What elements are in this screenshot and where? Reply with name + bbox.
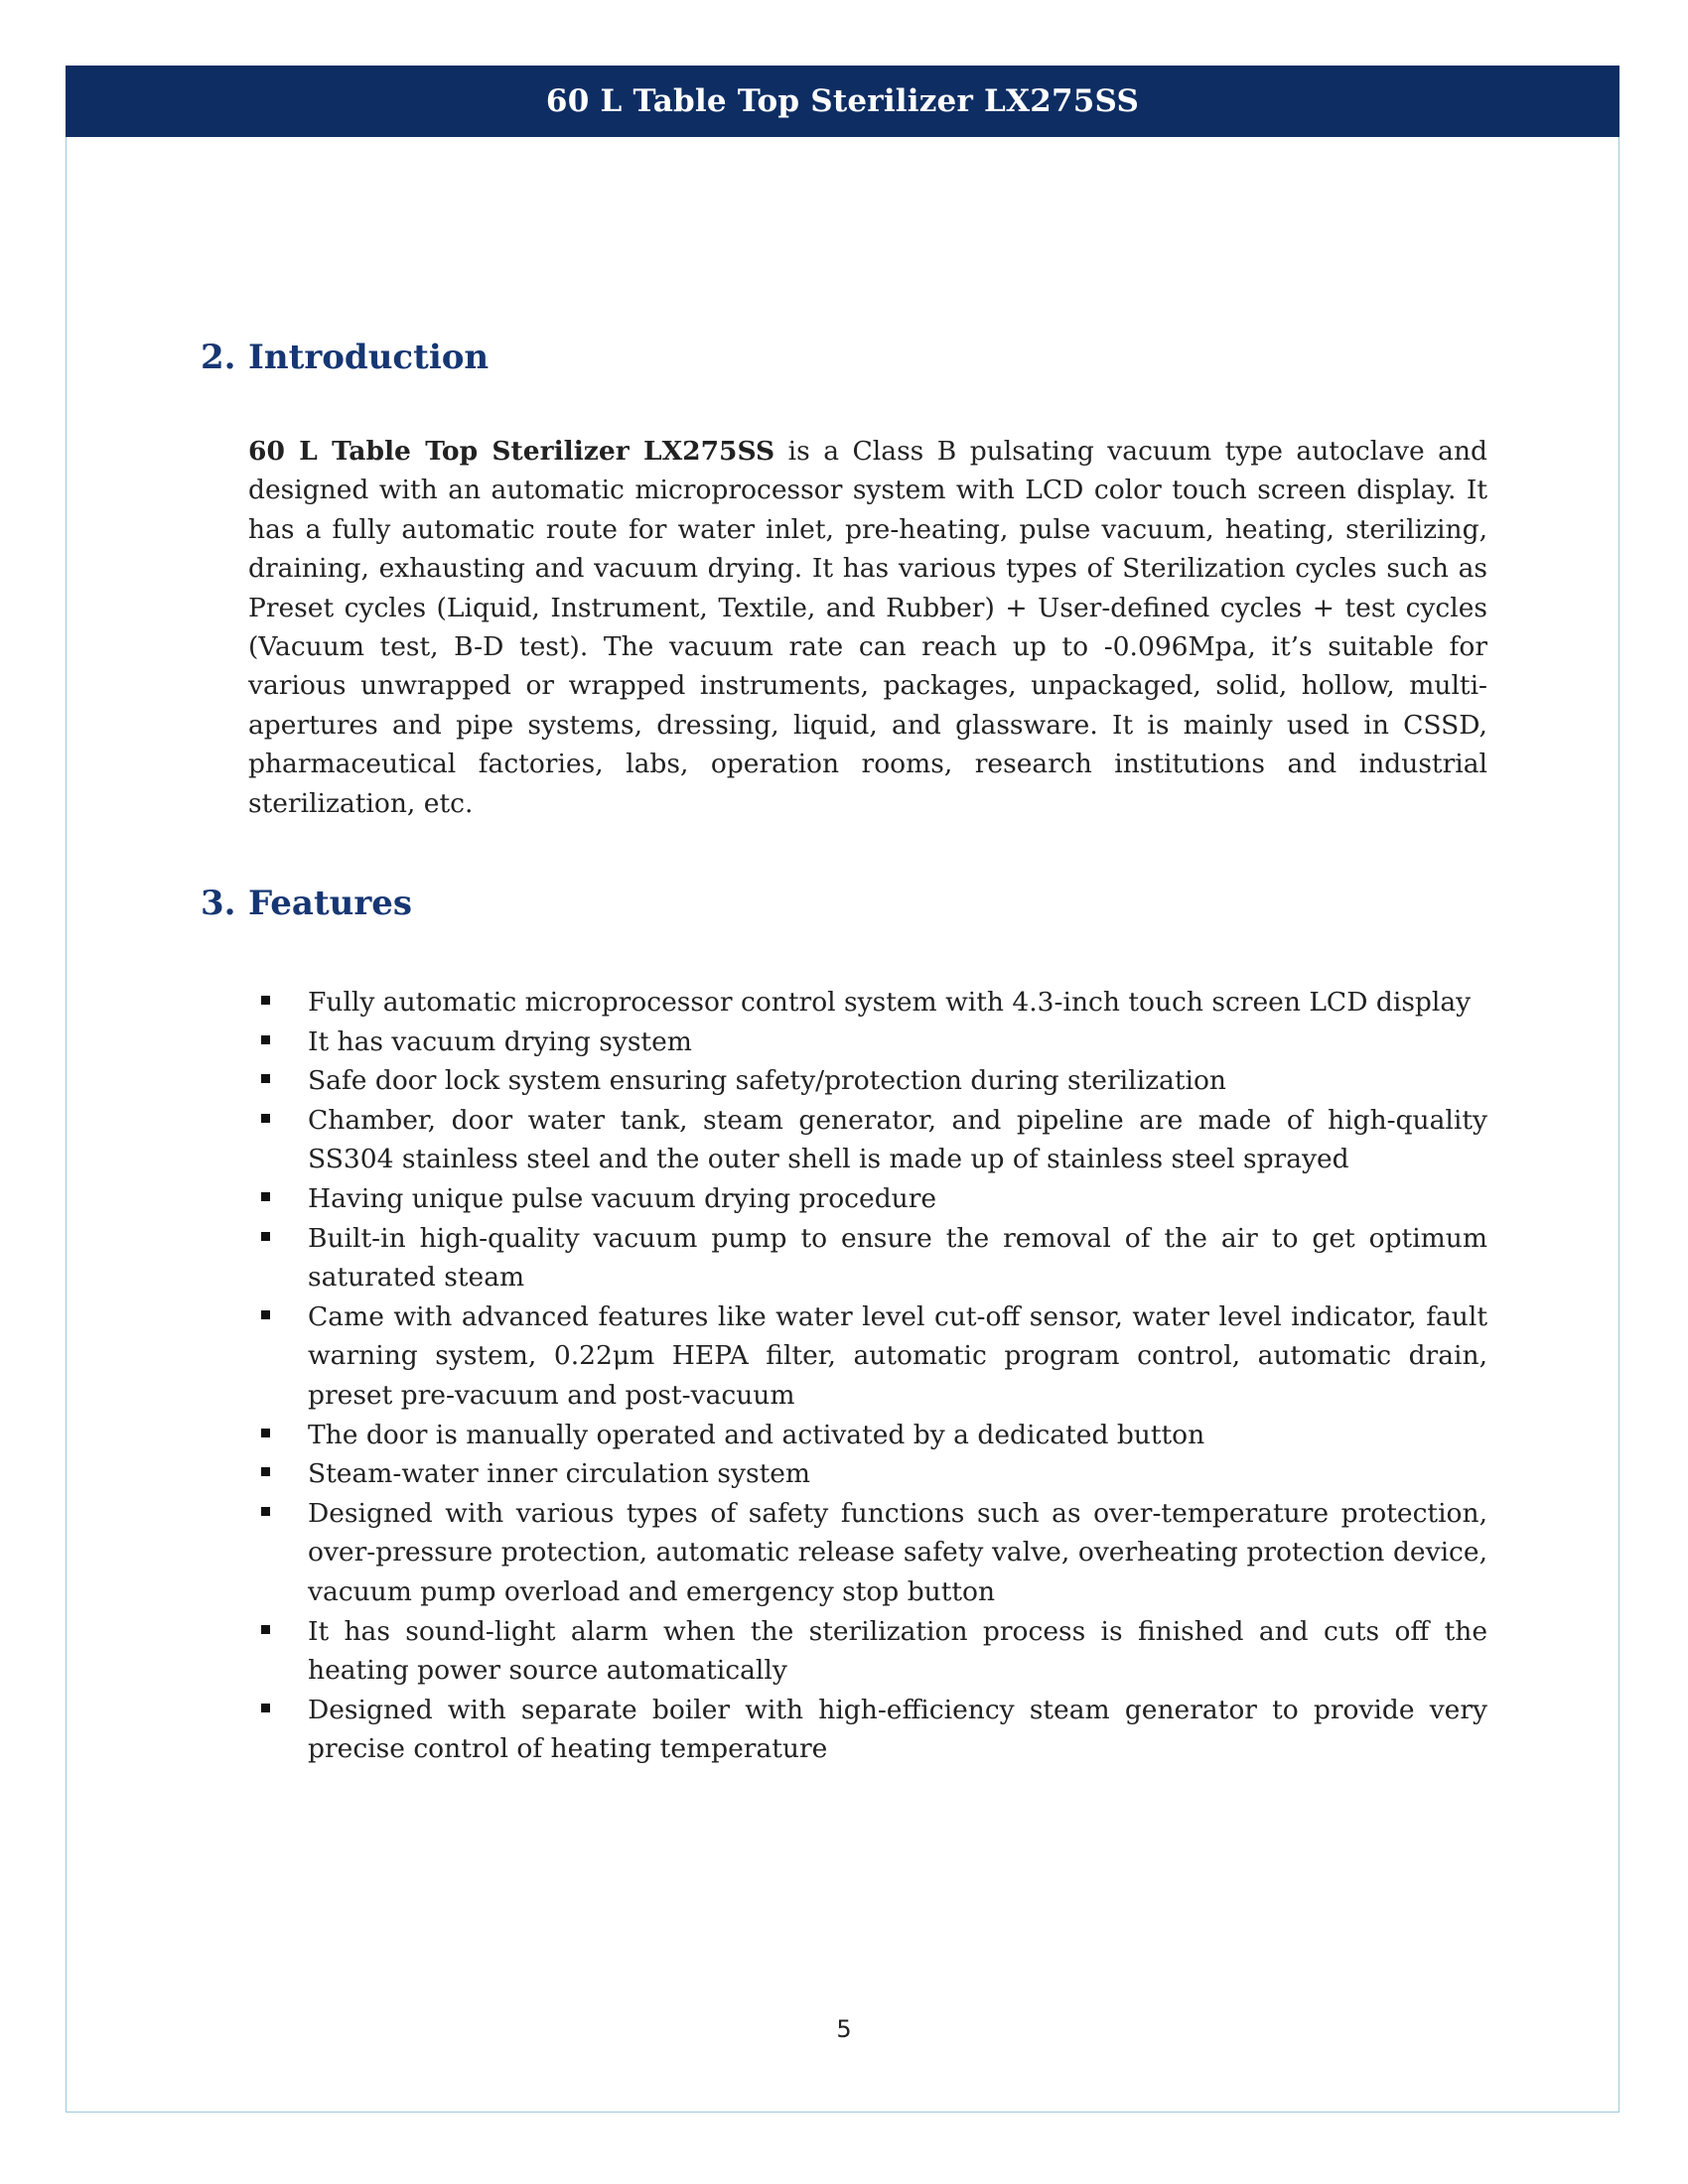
header-band <box>66 66 1619 137</box>
feature-text: Designed with various types of safety functions such as over-temperature protection, over-pressure protection, automatic release safety valve, overheating protection device, vacuum pump overload and emergency stop button <box>308 1497 1487 1607</box>
bullet-icon <box>261 1429 270 1437</box>
feature-text: Fully automatic microprocessor control system with 4.3-inch touch screen LCD display <box>308 987 1472 1018</box>
features-heading <box>201 884 412 923</box>
feature-item <box>248 1416 1487 1455</box>
bullet-icon <box>261 1074 270 1083</box>
features-title: Features <box>248 884 413 923</box>
feature-text: Built-in high-quality vacuum pump to ensure the removal of the air to get optimum saturated steam <box>308 1222 1487 1294</box>
features-number: 3. <box>201 884 236 923</box>
feature-item <box>248 1612 1487 1691</box>
feature-item <box>248 1101 1487 1179</box>
feature-text: It has vacuum drying system <box>308 1025 692 1057</box>
feature-item <box>248 1023 1487 1062</box>
page-number: 5 <box>836 2015 852 2043</box>
introduction-body: is a Class B pulsating vacuum type autoclave and designed with an automatic microprocessor system with LCD color touch screen display. It has a fully automatic route for water inlet, pre-heating, pulse vacuum, heating, sterilizing, draining, exhausting and vacuum drying. It has various types of Sterilization cycles such as Preset cycles (Liquid, Instrument, Textile, and Rubber) + User-defined cycles + test cycles (Vacuum test, B-D test). The vacuum rate can reach up to -0.096Mpa, it’s suitable for various unwrapped or wrapped instruments, packages, unpackaged, solid, hollow, multi-apertures and pipe systems, dressing, liquid, and glassware. It is mainly used in CSSD, pharmaceutical factories, labs, operation rooms, research institutions and industrial sterilization, etc. <box>248 436 1487 819</box>
features-list <box>248 983 1487 1769</box>
feature-text: It has sound-light alarm when the sterilization process is finished and cuts off the heating power source automatically <box>308 1615 1487 1687</box>
introduction-paragraph <box>248 432 1487 823</box>
product-name: 60 L Table Top Sterilizer LX275SS <box>248 436 775 467</box>
feature-text: Chamber, door water tank, steam generator, and pipeline are made of high-quality SS304 stainless steel and the outer shell is made up of stainless steel sprayed <box>308 1104 1487 1175</box>
bullet-icon <box>261 1467 270 1476</box>
bullet-icon <box>261 1035 270 1044</box>
feature-text: Designed with separate boiler with high-efficiency steam generator to provide very precise control of heating temperature <box>308 1694 1487 1765</box>
introduction-title: Introduction <box>248 338 490 377</box>
feature-item <box>248 983 1487 1023</box>
bullet-icon <box>261 1704 270 1712</box>
feature-text: Came with advanced features like water level cut-off sensor, water level indicator, fault warning system, 0.22μm HEPA filter, automatic program control, automatic drain, preset pre-vacuum and post-vacuum <box>308 1300 1487 1411</box>
bullet-icon <box>261 1310 270 1319</box>
bullet-icon <box>261 1232 270 1241</box>
feature-text: Steam-water inner circulation system <box>308 1458 811 1490</box>
introduction-heading <box>201 338 489 377</box>
bullet-icon <box>261 1192 270 1201</box>
document-title: 60 L Table Top Sterilizer LX275SS <box>545 83 1140 119</box>
introduction-number: 2. <box>201 338 236 377</box>
feature-item <box>248 1454 1487 1494</box>
feature-item <box>248 1179 1487 1219</box>
feature-item <box>248 1061 1487 1101</box>
feature-item <box>248 1297 1487 1416</box>
feature-item <box>248 1691 1487 1769</box>
feature-text: The door is manually operated and activated by a dedicated button <box>308 1419 1205 1450</box>
feature-text: Having unique pulse vacuum drying procedure <box>308 1182 937 1214</box>
feature-text: Safe door lock system ensuring safety/protection during sterilization <box>308 1065 1226 1097</box>
bullet-icon <box>261 1114 270 1123</box>
feature-item <box>248 1219 1487 1297</box>
bullet-icon <box>261 1507 270 1516</box>
bullet-icon <box>261 996 270 1005</box>
bullet-icon <box>261 1625 270 1634</box>
feature-item <box>248 1494 1487 1612</box>
